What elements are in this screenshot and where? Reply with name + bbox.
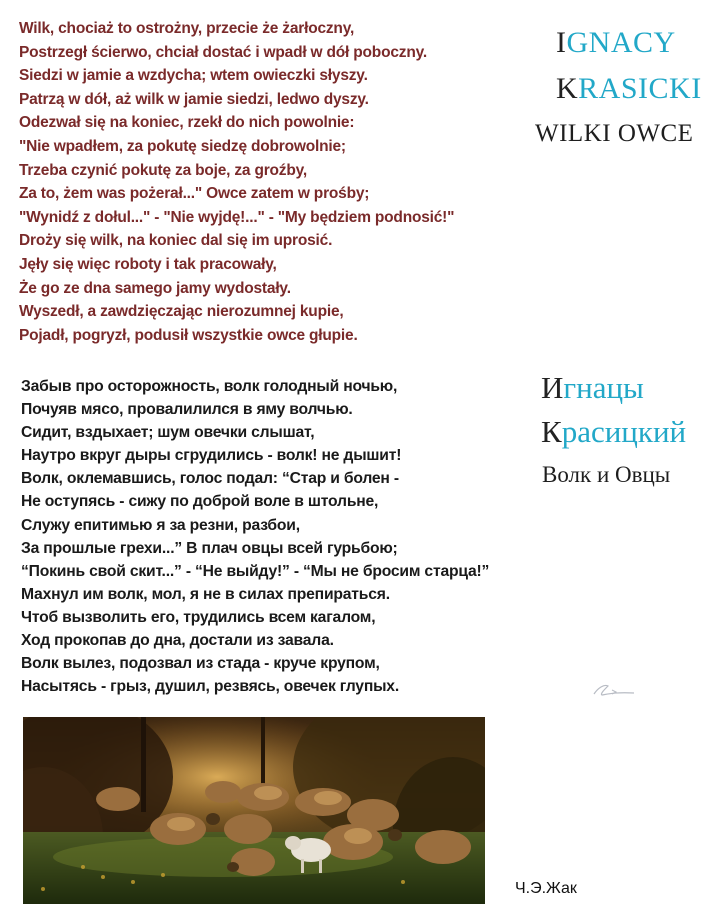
- poem-line: Наутро вкруг дыры сгрудились - волк! не дышит!: [21, 447, 402, 465]
- name-initial: К: [541, 414, 562, 449]
- poem-title: Волк и Овцы: [542, 462, 671, 487]
- poem-line: Сидит, вздыхает; шум овечки слышат,: [21, 424, 315, 442]
- name-rest: GNACY: [566, 26, 676, 59]
- name-initial: K: [556, 72, 579, 105]
- poem-title: WILKI OWCE: [535, 120, 694, 147]
- poem-line: За прошлые грехи...” В плач овцы всей гурьбою;: [21, 539, 398, 557]
- poem-line: Wilk, chociaż to ostrożny, przecie że żarłoczny,: [19, 20, 355, 37]
- polish-poem: [19, 17, 454, 347]
- name-initial: И: [541, 370, 564, 405]
- name-rest: расицкий: [561, 414, 687, 449]
- poem-line: Droży się wilk, na koniec dal się im uprosić.: [19, 232, 333, 250]
- author-first-name: [556, 26, 676, 60]
- poem-line: Чтоб вызволить его, трудились всем кагалом,: [21, 608, 376, 626]
- poem-line: Служу епитимью я за резни, разбои,: [21, 516, 300, 534]
- poem-line: Насытясь - грыз, душил, резвясь, овечек глупых.: [21, 678, 399, 696]
- poem-line: "Nie wpadłem, za pokutę siedzę dobrowolnie;: [19, 137, 346, 155]
- poem-line: Ход прокопав до дна, достали из завала.: [21, 632, 334, 650]
- poem-line: Почуяв мясо, провалилился в яму волчью.: [21, 401, 353, 419]
- author-last-name: [556, 72, 702, 106]
- poem-line: Pojadł, pogryzł, podusił wszystkie owce głupie.: [19, 326, 358, 344]
- name-initial: I: [556, 26, 567, 59]
- poem-line: Trzeba czynić pokutę za boje, za groźby,: [19, 161, 308, 179]
- author-last-name: [541, 414, 686, 450]
- poem-line: Siedzi w jamie a wzdycha; wtem owieczki słyszy.: [19, 67, 368, 85]
- poem-line: Забыв про осторожность, волк голодный ночью,: [21, 378, 398, 395]
- sheep-painting: [23, 717, 485, 904]
- poem-line: Не оступясь - сижу по доброй воле в штольне,: [21, 493, 379, 511]
- poem-line: Волк, оклемавшись, голос подал: “Стар и болен -: [21, 470, 399, 488]
- poem-line: Jęły się więc roboty i tak pracowały,: [19, 255, 277, 273]
- signature-scribble-icon: [590, 680, 638, 702]
- name-rest: гнацы: [563, 370, 644, 405]
- poem-line: Махнул им волк, мол, я не в силах препираться.: [21, 585, 390, 603]
- poem-line: Волк вылез, подозвал из стада - круче крупом,: [21, 655, 380, 673]
- author-first-name: [541, 370, 644, 406]
- poem-line: Wyszedł, a zawdzięczając nierozumnej kupie,: [19, 303, 344, 321]
- poem-line: "Wynidź z dołul..." - "Nie wyjdę!..." - "My będziem podnosić!": [19, 208, 455, 226]
- poem-line: “Покинь свой скит...” - “Не выйду!” - “Мы не бросим старца!”: [21, 562, 490, 580]
- poem-line: Za to, żem was pożerał..." Owce zatem w prośby;: [19, 185, 370, 203]
- painting-credit: Ч.Э.Жак: [515, 880, 577, 897]
- poem-line: Patrzą w dół, aż wilk w jamie siedzi, ledwo dyszy.: [19, 90, 369, 108]
- name-rest: RASICKI: [578, 72, 702, 105]
- poem-line: Że go ze dna samego jamy wydostały.: [19, 279, 291, 297]
- poem-line: Odezwał się na koniec, rzekł do nich powolnie:: [19, 114, 355, 132]
- poem-line: Postrzegł ścierwo, chciał dostać i wpadł w dół poboczny.: [19, 43, 427, 61]
- russian-poem: [21, 375, 489, 698]
